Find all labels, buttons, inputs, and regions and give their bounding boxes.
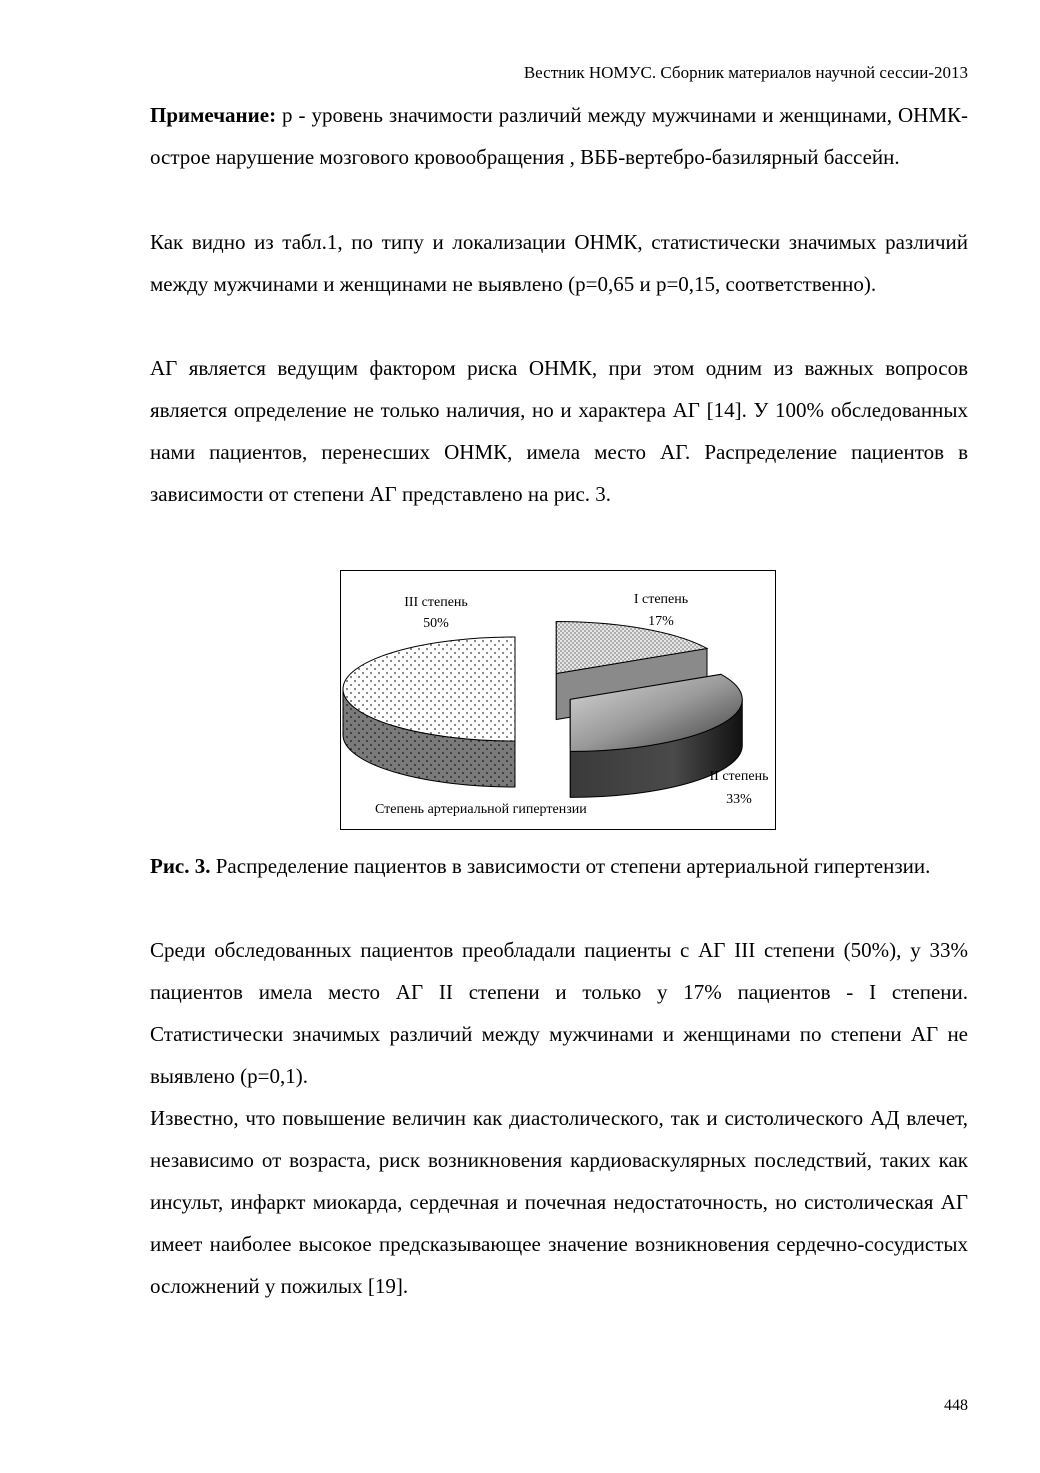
figure-caption bbox=[150, 845, 968, 887]
pie-chart-figure bbox=[340, 570, 776, 830]
slice-label-iii: III степень bbox=[404, 595, 468, 610]
pie-chart-svg bbox=[341, 571, 775, 829]
slice-value-i: 17% bbox=[648, 614, 674, 629]
chart-title: Степень артериальной гипертензии bbox=[375, 802, 587, 817]
note-text: р - уровень значимости различий между мужчинами и женщинами, ОНМК- острое нарушение мозгового кровообращения , ВББ-вертебро-базилярный бассейн. bbox=[150, 103, 968, 169]
slice-value-iii: 50% bbox=[423, 616, 449, 631]
page-number: 448 bbox=[944, 1397, 968, 1414]
paragraph-distribution: Среди обследованных пациентов преобладали пациенты с АГ III степени (50%), у 33% пациентов имела место АГ II степени и только у 17% пациентов - I степени. Статистически значимых различий между мужчинами и женщинами по степени АГ не выявлено (р=0,1). bbox=[150, 938, 968, 1088]
caption-text: Распределение пациентов в зависимости от степени артериальной гипертензии. bbox=[210, 854, 931, 878]
journal-header: Вестник НОМУС. Сборник материалов научной сессии-2013 bbox=[523, 63, 968, 82]
slice-label-ii: II степень bbox=[709, 769, 769, 784]
slice-label-i: I степень bbox=[633, 592, 689, 607]
slice-value-ii: 33% bbox=[726, 792, 752, 807]
paragraph-ag-risk: АГ является ведущим фактором риска ОНМК, при этом одним из важных вопросов является определение не только наличия, но и характера АГ [14]. У 100% обследованных нами пациентов, перенесших ОНМК, имела место АГ. Распределение пациентов в зависимости от степени АГ представлено на рис. 3. bbox=[150, 356, 968, 506]
caption-label: Рис. 3. bbox=[150, 854, 211, 878]
paragraph-systolic: Известно, что повышение величин как диастолического, так и систолического АД влечет, независимо от возраста, риск возникновения кардиоваскулярных последствий, таких как инсульт, инфаркт миокарда, сердечная и почечная недостаточность, но систолическая АГ имеет наиболее высокое предсказывающее значение возникновения сердечно-сосудистых осложнений у пожилых [19]. bbox=[150, 1106, 968, 1298]
note-paragraph bbox=[150, 94, 968, 178]
paragraph-table-result: Как видно из табл.1, по типу и локализации ОНМК, статистически значимых различий между мужчинами и женщинами не выявлено (р=0,65 и р=0,15, соответственно). bbox=[150, 230, 968, 296]
note-label: Примечание: bbox=[150, 103, 277, 127]
